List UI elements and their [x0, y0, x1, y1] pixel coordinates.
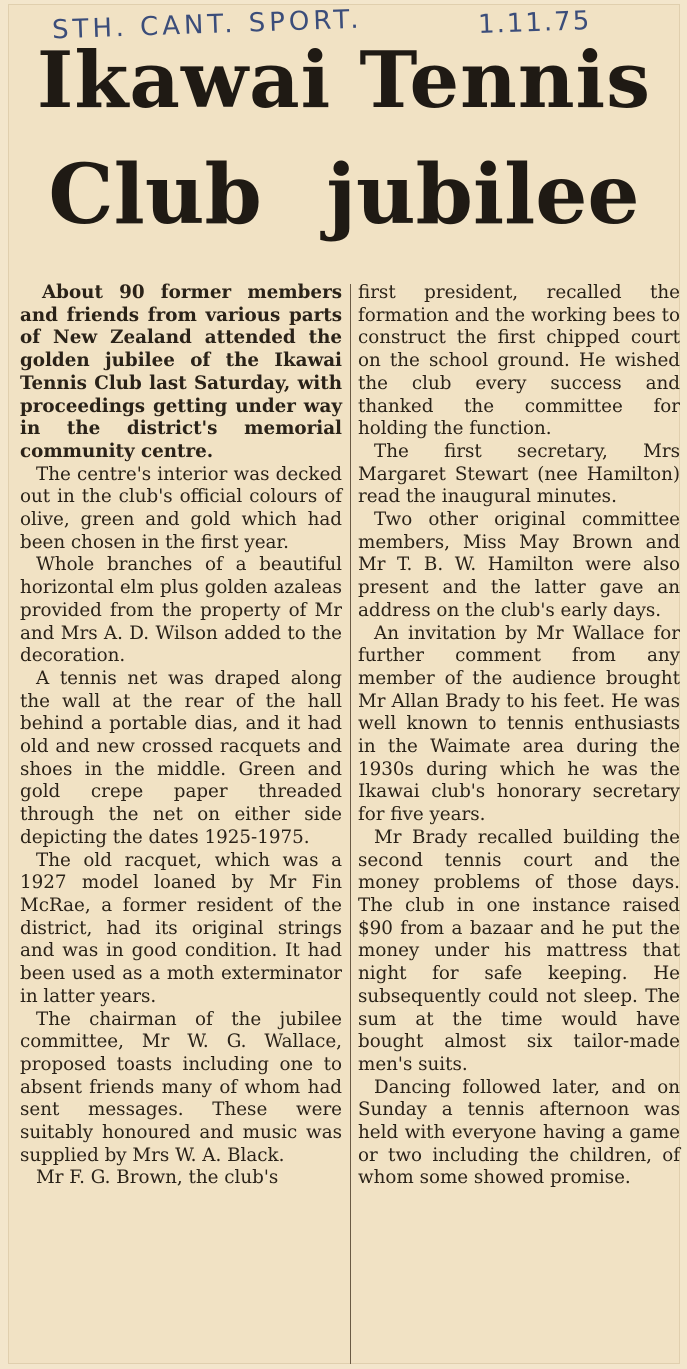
article-paragraph: About 90 former members and friends from various parts of New Zealand attended the golden jubilee of the Ikawai Tennis Club last Saturday, with proceedings getting under way in the district's memorial community centre. [20, 282, 342, 462]
newspaper-clipping [8, 4, 680, 1364]
article-paragraph: An invitation by Mr Wallace for further comment from any member of the audience brought Mr Allan Brady to his feet. He was well known to tennis enthusiasts in the Waimate area during the 1930s during which he was the Ikawai club's honorary secretary for five years. [358, 622, 680, 826]
article-paragraph: The chairman of the jubilee committee, Mr W. G. Wallace, proposed toasts including one to absent friends many of whom had sent messages. These were suitably honoured and music was supplied by Mrs W. A. Black. [20, 1008, 342, 1166]
article-paragraph: The first secretary, Mrs Margaret Stewart (nee Hamilton) read the inaugural minutes. [358, 440, 680, 508]
article-paragraph: Dancing followed later, and on Sunday a tennis afternoon was held with everyone having a game or two including the children, of whom some showed promise. [358, 1076, 680, 1189]
article-left-column [20, 282, 342, 1190]
article-paragraph: Two other original committee members, Miss May Brown and Mr T. B. W. Hamilton were also present and the latter gave an address on the club's early days. [358, 509, 680, 621]
article-paragraph: The centre's interior was decked out in the club's official colours of olive, green and gold which had been chosen in the first year. [20, 463, 342, 553]
headline-line-2: Club jubilee [48, 147, 640, 243]
article-right-column [358, 282, 680, 1190]
article-paragraph: Whole branches of a beautiful horizontal elm plus golden azaleas provided from the property of Mr and Mrs A. D. Wilson added to the decoration. [20, 554, 342, 667]
handwritten-source-note: STH. CANT. SPORT. [51, 4, 364, 46]
headline-line-1: Ikawai Tennis [36, 35, 652, 126]
article-paragraph: The old racquet, which was a 1927 model loaned by Mr Fin McRae, a former resident of the district, had its original strings and was in good condition. It had been used as a moth exterminator in latter years. [20, 849, 342, 1007]
handwritten-date: 1.11.75 [477, 6, 592, 40]
column-divider [350, 284, 351, 1364]
article-paragraph: first president, recalled the formation and the working bees to construct the first chipped court on the school ground. He wished the club every success and thanked the committee for holding the function. [358, 282, 680, 440]
article-paragraph: A tennis net was draped along the wall at the rear of the hall behind a portable dias, and it had old and new crossed racquets and shoes in the middle. Green and gold crepe paper threaded through the net on either side depicting the dates 1925-1975. [20, 667, 342, 848]
article-paragraph: Mr F. G. Brown, the club's [36, 1167, 279, 1189]
article-paragraph: Mr Brady recalled building the second tennis court and the money problems of those days. The club in one instance raised $90 from a bazaar and he put the money under his mattress that night for safe keeping. He subsequently could not sleep. The sum at the time would have bought almost six tailor-made men's suits. [358, 826, 680, 1075]
